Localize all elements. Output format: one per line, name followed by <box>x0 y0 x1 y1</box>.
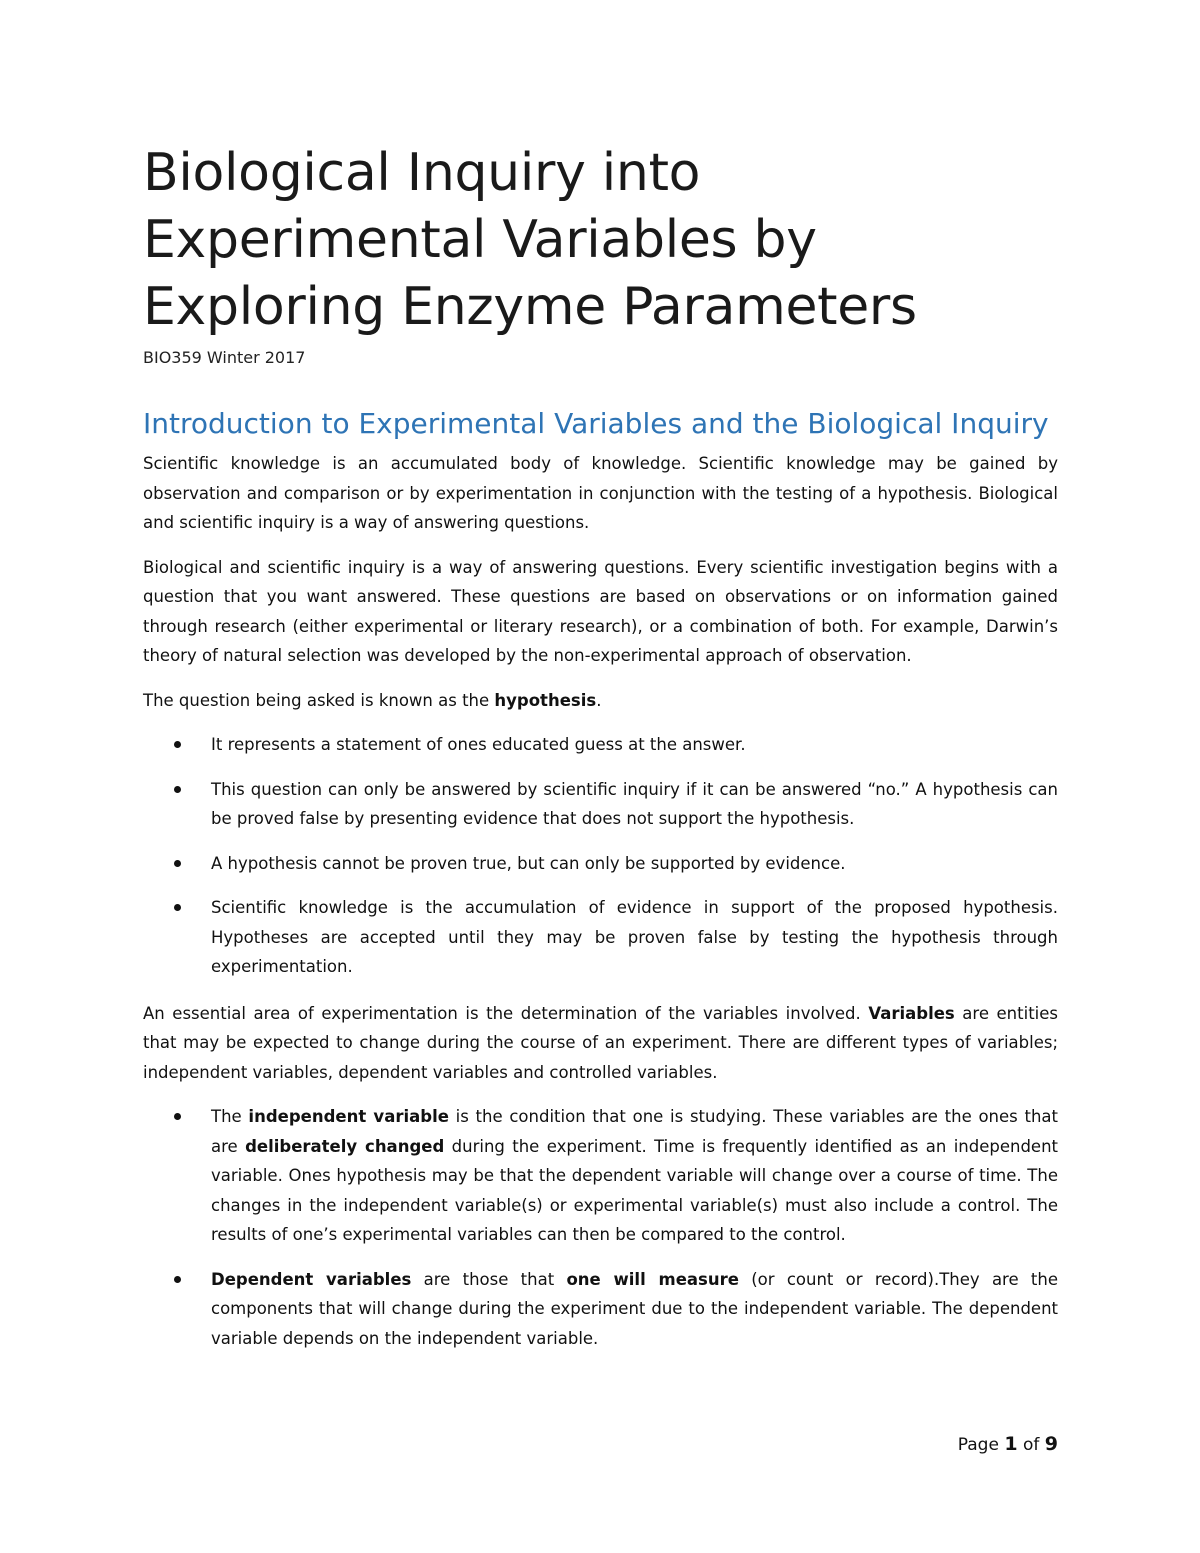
course-subtitle: BIO359 Winter 2017 <box>143 348 306 367</box>
deliberately-changed-term: deliberately changed <box>245 1136 445 1156</box>
section-heading: Introduction to Experimental Variables and the Biological Inquiry <box>143 407 1049 440</box>
document-title <box>143 140 1058 341</box>
title-line-1: Biological Inquiry into <box>143 143 701 203</box>
list-item <box>143 893 1058 982</box>
independent-text-c: during the experiment. Time is frequently identified as an independent variable. Ones hypothesis may be that the dependent variable will change over a course of time. The changes in the independent variable(s) or experimental variable(s) must also include a control. The results of one’s experimental variables can then be compared to the control. <box>211 1136 1059 1244</box>
variables-bullet-list <box>143 1102 1058 1353</box>
list-item-text: It represents a statement of ones educated guess at the answer. <box>211 735 746 754</box>
list-item <box>143 775 1058 834</box>
bullet-icon <box>174 1113 181 1120</box>
bullet-icon <box>174 860 181 867</box>
independent-text-a: The <box>211 1107 249 1126</box>
bullet-icon <box>174 904 181 911</box>
list-item <box>143 730 1058 760</box>
dependent-variables-term: Dependent variables <box>211 1269 412 1289</box>
dependent-text-b: (or count or record).They are the components that will change during the experiment due to the independent variable. The dependent variable depends on the independent variable. <box>211 1269 1058 1348</box>
list-item-text: A hypothesis cannot be proven true, but can only be supported by evidence. <box>211 853 846 873</box>
list-item-independent-variable <box>143 1102 1058 1250</box>
bullet-icon <box>174 786 181 793</box>
list-item <box>143 849 1058 879</box>
dependent-text-a: are those that <box>411 1269 567 1289</box>
independent-variable-term: independent variable <box>248 1107 449 1126</box>
hypothesis-bullet-list <box>143 730 1058 982</box>
paragraph-3 <box>143 686 1058 716</box>
hypothesis-term: hypothesis <box>494 690 597 710</box>
variables-term: Variables <box>868 1003 955 1023</box>
total-pages: 9 <box>1044 1433 1058 1455</box>
paragraph-4-text-a: An essential area of experimentation is the determination of the variables involved. <box>143 1003 869 1023</box>
paragraph-4-text-b: are entities that may be expected to change during the course of an experiment. There are different types of variables; independent variables, dependent variables and controlled variables. <box>143 1003 1058 1082</box>
paragraph-1: Scientific knowledge is an accumulated body of knowledge. Scientific knowledge may be gained by observation and comparison or by experimentation in conjunction with the testing of a hypothesis. Biological and scientific inquiry is a way of answering questions. <box>143 454 1058 532</box>
page-number: 1 <box>1004 1433 1018 1455</box>
paragraph-2: Biological and scientific inquiry is a way of answering questions. Every scientific investigation begins with a question that you want answered. These questions are based on observations or on information gained through research (either experimental or literary research), or a combination of both. For example, Darwin’s theory of natural selection was developed by the non-experimental approach of observation. <box>143 557 1058 665</box>
bullet-icon <box>174 741 181 748</box>
page-word: Page <box>957 1435 999 1455</box>
independent-text-b: is the condition that one is studying. These variables are the ones that are <box>211 1107 1059 1156</box>
page-footer <box>958 1430 1058 1459</box>
list-item-text: Scientific knowledge is the accumulation of evidence in support of the proposed hypothesis. Hypotheses are accepted until they may be proven false by testing the hypothesis through experimentation. <box>211 898 1058 976</box>
one-will-measure-term: one will measure <box>566 1269 739 1289</box>
of-word: of <box>1022 1435 1040 1455</box>
title-line-2: Experimental Variables by <box>143 210 817 270</box>
bullet-icon <box>174 1276 181 1283</box>
paragraph-3-text: The question being asked is known as the <box>143 690 495 710</box>
title-line-3: Exploring Enzyme Parameters <box>143 277 917 337</box>
list-item-text: This question can only be answered by scientific inquiry if it can be answered “no.” A hypothesis can be proved false by presenting evidence that does not support the hypothesis. <box>211 779 1058 828</box>
paragraph-4 <box>143 999 1058 1088</box>
paragraph-3-end: . <box>596 690 602 710</box>
page-content <box>143 140 1058 1370</box>
list-item-dependent-variable <box>143 1265 1058 1354</box>
